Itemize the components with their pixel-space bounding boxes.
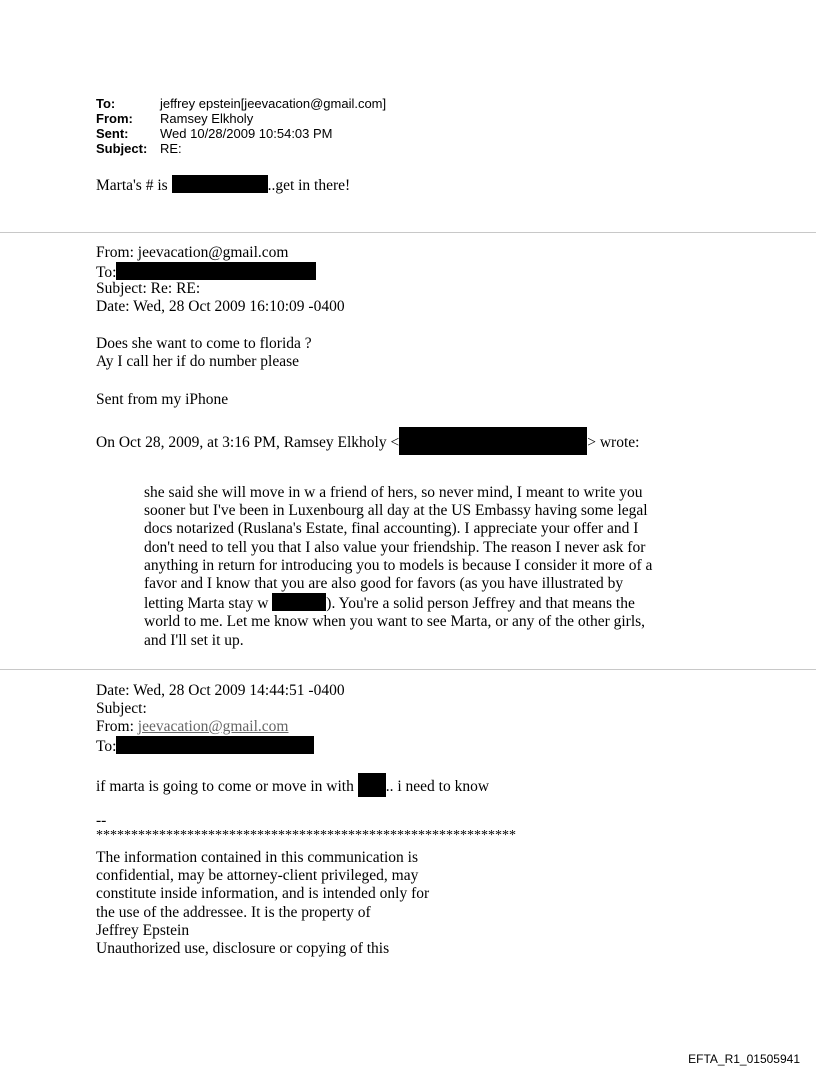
email-link[interactable]: jeevacation@gmail.com xyxy=(137,718,289,735)
disclaimer-line: the use of the addressee. It is the property of xyxy=(96,903,371,921)
redaction-box xyxy=(358,773,386,797)
msg2-body-line: Ay I call her if do number please xyxy=(96,353,300,370)
from-label: From: xyxy=(96,111,133,126)
header-from-row xyxy=(96,111,386,126)
quoted-message xyxy=(144,484,674,650)
quoted-line: favor and I know that you are also good for favors (as you have illustrated by xyxy=(144,575,624,593)
msg3-body-before: if marta is going to come or move in with xyxy=(96,778,358,795)
redaction-box xyxy=(272,593,326,611)
disclaimer xyxy=(96,849,429,958)
quoted-line: docs notarized (Ruslana's Estate, final accounting). I appreciate your offer and I xyxy=(144,520,639,538)
signature-dash: -- xyxy=(96,812,107,829)
reply-body-before: Marta's # is xyxy=(96,177,172,194)
to-value: jeffrey epstein[jeevacation@gmail.com] xyxy=(160,96,387,111)
msg3-to-label: To: xyxy=(96,738,117,755)
quoted-line: don't need to tell you that I also value your friendship. The reason I never ask for xyxy=(144,538,646,556)
signature-stars: ************************************************************ xyxy=(96,828,516,843)
msg2-signature: Sent from my iPhone xyxy=(96,391,229,408)
quoted-line: anything in return for introducing you to models is because I consider it more of a xyxy=(144,556,653,574)
header-to-row xyxy=(96,96,386,111)
to-label: To: xyxy=(96,96,116,111)
document-id: EFTA_R1_01505941 xyxy=(688,1052,800,1066)
quoted-line xyxy=(144,593,674,613)
sent-value: Wed 10/28/2009 10:54:03 PM xyxy=(160,126,333,141)
quote-intro-after: > wrote: xyxy=(587,434,640,451)
msg2-from: From: jeevacation@gmail.com xyxy=(96,244,289,261)
disclaimer-line: Jeffrey Epstein xyxy=(96,921,190,939)
quoted-line: world to me. Let me know when you want to see Marta, or any of the other girls, xyxy=(144,613,646,631)
quote-intro xyxy=(96,427,639,455)
redaction-box xyxy=(399,427,587,455)
msg3-body-after: .. i need to know xyxy=(385,778,490,795)
quoted-line: sooner but I've been in Luxenbourg all day at the US Embassy having some legal xyxy=(144,502,648,520)
subject-label: Subject: xyxy=(96,141,148,156)
from-value: Ramsey Elkholy xyxy=(160,111,254,126)
msg2-subject: Subject: Re: RE: xyxy=(96,280,201,297)
msg3-from xyxy=(96,718,288,736)
redaction-box xyxy=(172,175,268,193)
disclaimer-line: Unauthorized use, disclosure or copying of this xyxy=(96,940,390,958)
divider xyxy=(0,232,816,233)
msg2-date: Date: Wed, 28 Oct 2009 16:10:09 -0400 xyxy=(96,298,345,315)
quoted-line: she said she will move in w a friend of hers, so never mind, I meant to write you xyxy=(144,484,643,501)
reply-body-after: ..get in there! xyxy=(267,177,351,194)
header-sent-row xyxy=(96,126,386,141)
subject-value: RE: xyxy=(160,141,182,156)
quoted-line-after: ). You're a solid person Jeffrey and that means the xyxy=(326,595,635,613)
quoted-line-before: letting Marta stay w xyxy=(144,595,273,613)
msg3-from-label: From: xyxy=(96,718,138,735)
msg3-to xyxy=(96,736,314,756)
msg2-to-label: To: xyxy=(96,264,117,281)
disclaimer-line: constitute inside information, and is intended only for xyxy=(96,885,430,903)
sent-label: Sent: xyxy=(96,126,129,141)
reply-body xyxy=(96,175,350,195)
disclaimer-line: The information contained in this communication is xyxy=(96,849,418,866)
msg3-date: Date: Wed, 28 Oct 2009 14:44:51 -0400 xyxy=(96,682,345,699)
disclaimer-line: confidential, may be attorney-client privileged, may xyxy=(96,867,419,885)
header-subject-row xyxy=(96,141,386,156)
msg3-body xyxy=(96,773,489,797)
quote-intro-before: On Oct 28, 2009, at 3:16 PM, Ramsey Elkholy < xyxy=(96,434,400,451)
redaction-box xyxy=(116,262,316,280)
msg2-body-line: Does she want to come to florida ? xyxy=(96,335,312,352)
email-header xyxy=(96,96,386,156)
redaction-box xyxy=(116,736,314,754)
msg3-subject: Subject: xyxy=(96,700,147,717)
quoted-line: and I'll set it up. xyxy=(144,631,244,649)
divider xyxy=(0,669,816,670)
msg2-to xyxy=(96,262,316,282)
